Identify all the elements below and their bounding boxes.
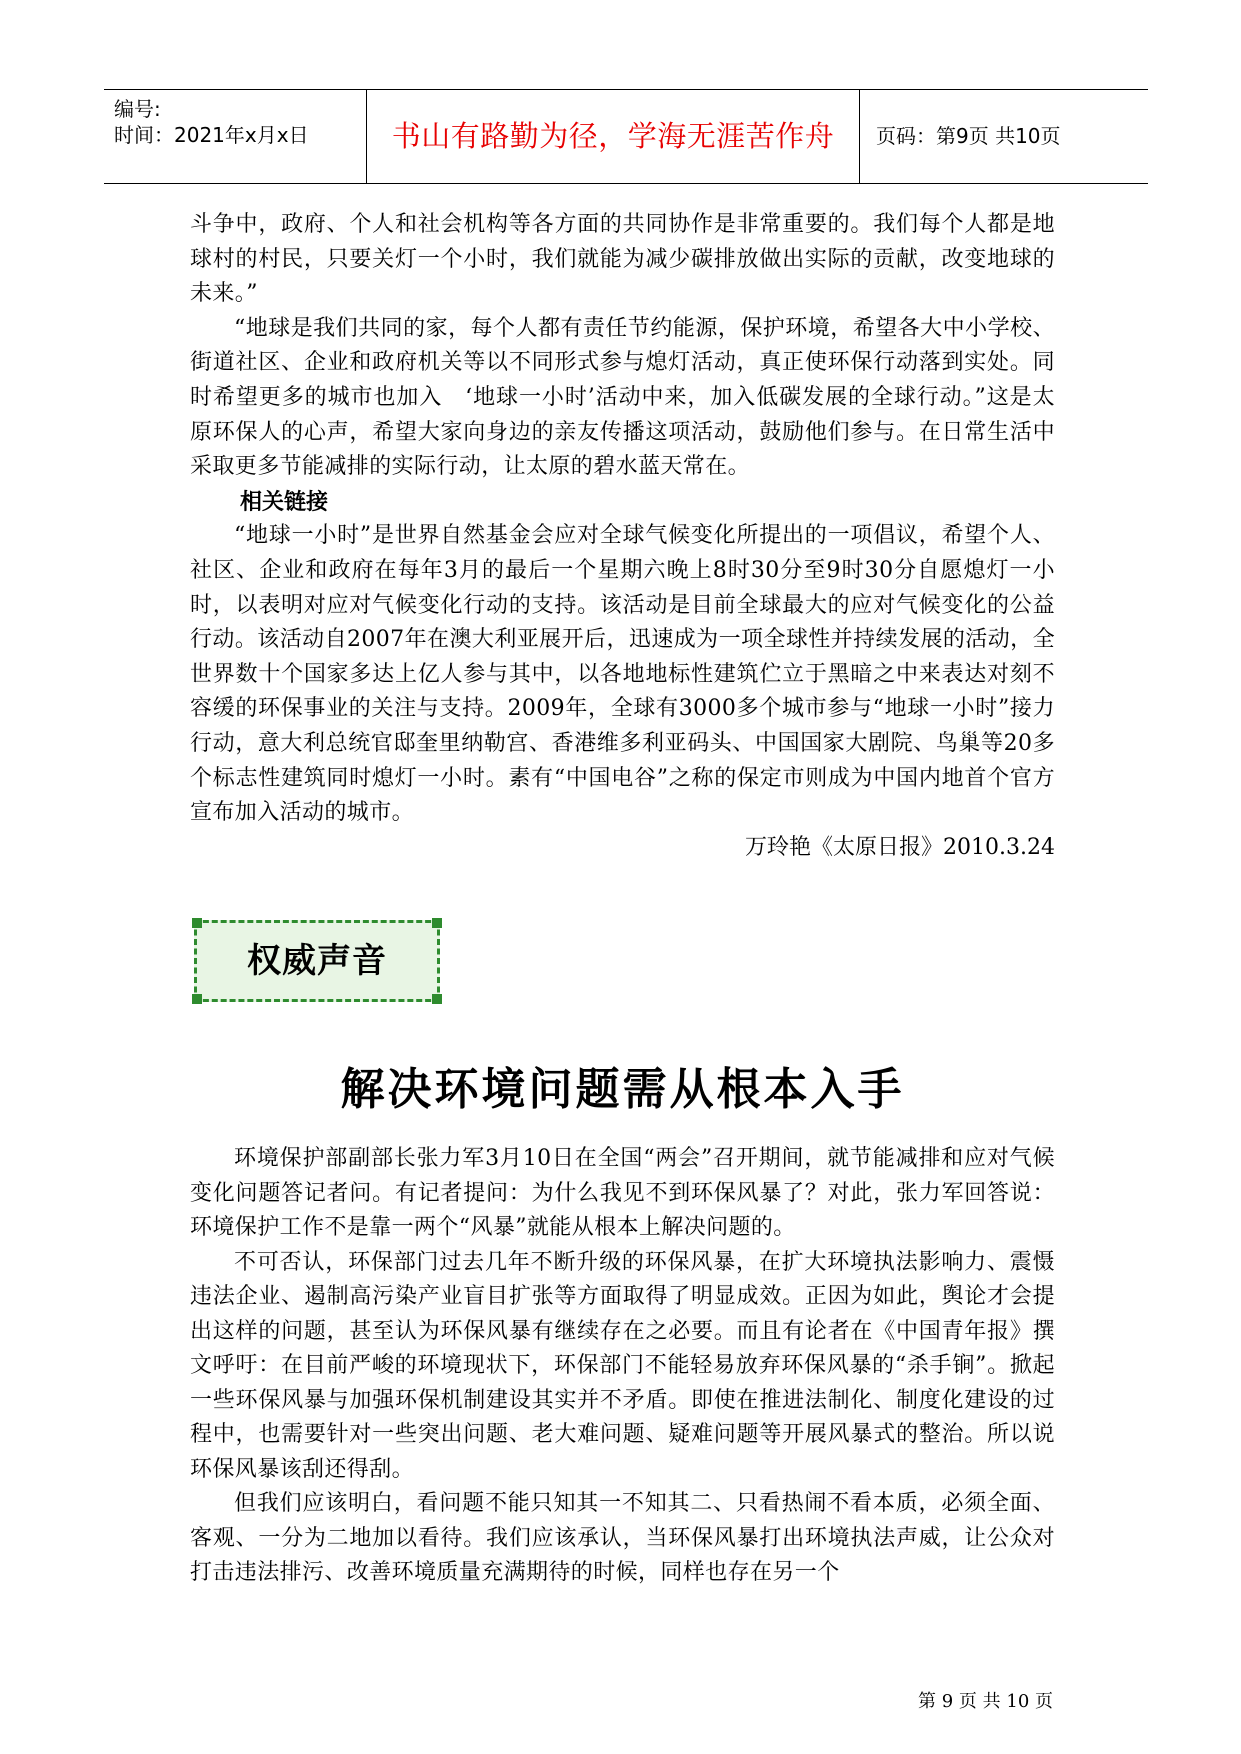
article-byline: 万玲艳《太原日报》2010.3.24 — [745, 834, 1055, 860]
badge-corner — [192, 994, 202, 1004]
badge-label: 权威声音 — [247, 941, 387, 981]
article-body — [190, 1142, 1055, 1591]
paragraph: “地球一小时”是世界自然基金会应对全球气候变化所提出的一项倡议，希望个人、社区、企业和政府在每年3月的最后一个星期六晚上8时30分至9时30分自愿熄灯一小时，以表明对应对气候变化行动的支持。该活动是目前全球最大的应对气候变化的公益行动。该活动自2007年在澳大利亚展开后，迅速成为一项全球性并持续发展的活动，全世界数十个国家多达上亿人参与其中，以各地地标性建筑伫立于黑暗之中来表达对刻不容缓的环保事业的关注与支持。2009年，全球有3000多个城市参与“地球一小时”接力行动，意大利总统官邸奎里纳勒宫、香港维多利亚码头、中国国家大剧院、鸟巢等20多个标志性建筑同时熄灯一小时。素有“中国电谷”之称的保定市则成为中国内地首个官方宣布加入活动的城市。 — [190, 523, 1055, 826]
header-page-cell — [860, 90, 1148, 183]
section-badge — [194, 920, 440, 1002]
page-header — [104, 89, 1148, 184]
paragraph: 但我们应该明白，看问题不能只知其一不知其二、只看热闹不看本质，必须全面、客观、一分为二地加以看待。我们应该承认，当环保风暴打出环境执法声威，让公众对打击违法排污、改善环境质量充满期待的时候，同样也存在另一个 — [190, 1491, 1055, 1585]
badge-corner — [432, 994, 442, 1004]
paragraph: 不可否认，环保部门过去几年不断升级的环保风暴，在扩大环境执法影响力、震慑违法企业、遏制高污染产业盲目扩张等方面取得了明显成效。正因为如此，舆论才会提出这样的问题，甚至认为环保风暴有继续存在之必要。而且有论者在《中国青年报》撰文呼吁：在目前严峻的环境现状下，环保部门不能轻易放弃环保风暴的“杀手锏”。掀起一些环保风暴与加强环保机制建设其实并不矛盾。即使在推进法制化、制度化建设的过程中，也需要针对一些突出问题、老大难问题、疑难问题等开展风暴式的整治。所以说环保风暴该刮还得刮。 — [190, 1249, 1055, 1482]
badge-corner — [432, 918, 442, 928]
paragraph: 斗争中，政府、个人和社会机构等各方面的共同协作是非常重要的。我们每个人都是地球村的村民，只要关灯一个小时，我们就能为减少碳排放做出实际的贡献，改变地球的未来。” — [190, 212, 1055, 307]
paragraph: 环境保护部副部长张力军3月10日在全国“两会”召开期间，就节能减排和应对气候变化问题答记者问。有记者提问：为什么我见不到环保风暴了？对此，张力军回答说：环境保护工作不是靠一两个“风暴”就能从根本上解决问题的。 — [190, 1146, 1055, 1240]
header-page-number: 页码：第9页 共10页 — [876, 124, 1061, 148]
badge-corner — [192, 918, 202, 928]
document-number-label: 编号: — [114, 97, 161, 121]
document-time-label: 时间：2021年x月x日 — [114, 123, 309, 147]
header-motto-cell — [367, 90, 860, 183]
article-title: 解决环境问题需从根本入手 — [340, 1064, 905, 1115]
page-footer: 第 9 页 共 10 页 — [918, 1691, 1053, 1712]
paragraph: “地球是我们共同的家，每个人都有责任节约能源，保护环境，希望各大中小学校、街道社区、企业和政府机关等以不同形式参与熄灯活动，真正使环保行动落到实处。同时希望更多的城市也加入 ‘地球一小时’活动中来，加入低碳发展的全球行动。”这是太原环保人的心声，希望大家向身边的亲友传播这项活动，鼓励他们参与。在日常生活中采取更多节能减排的实际行动，让太原的碧水蓝天常在。 — [190, 315, 1055, 480]
header-info-cell — [104, 90, 367, 183]
section-earth-hour — [190, 208, 1055, 865]
header-motto: 书山有路勤为径，学海无涯苦作舟 — [391, 119, 835, 153]
related-links-heading: 相关链接 — [240, 488, 329, 515]
